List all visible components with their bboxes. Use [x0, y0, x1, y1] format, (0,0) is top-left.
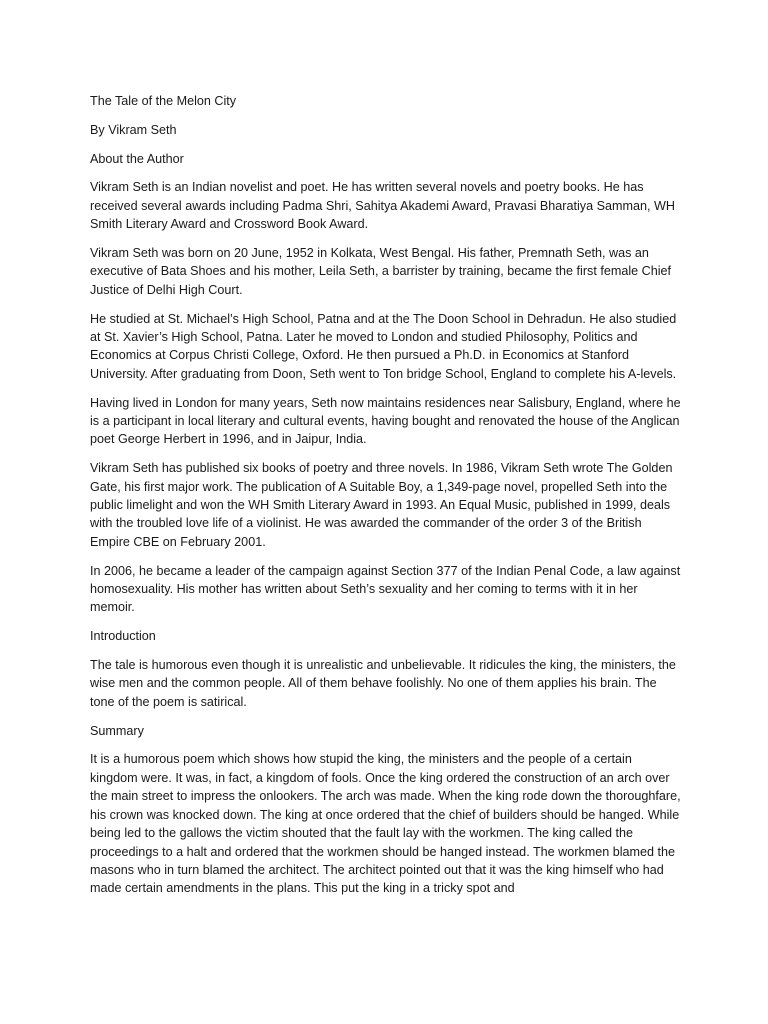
section-heading-about-author: About the Author [90, 151, 184, 166]
document-page [90, 92, 682, 908]
paragraph: He studied at St. Michael’s High School, Patna and at the The Doon School in Dehradun. He also studied at St. Xavier’s High School, Patna. Later he moved to London and studied Philosophy, Politics and Economics at Corpus Christi College, Oxford. He then pursued a Ph.D. in Economics at Stanford University. After graduating from Doon, Seth went to Ton bridge School, England to complete his A-levels. [90, 311, 677, 381]
paragraph: Vikram Seth was born on 20 June, 1952 in Kolkata, West Bengal. His father, Premnath Seth, was an executive of Bata Shoes and his mother, Leila Seth, a barrister by training, became the first female Chief Justice of Delhi High Court. [90, 246, 672, 297]
paragraph: Having lived in London for many years, Seth now maintains residences near Salisbury, England, where he is a participant in local literary and cultural events, having bought and renovated the house of the Anglican poet George Herbert in 1996, and in Jaipur, India. [90, 395, 681, 447]
paragraph: It is a humorous poem which shows how stupid the king, the ministers and the people of a certain kingdom were. It was, in fact, a kingdom of fools. Once the king ordered the construction of an arch over the main street to impress the onlookers. The arch was made. When the king rode down the thoroughfare, his crown was knocked down. The king at once ordered that the chief of builders should be hanged. While being led to the gallows the victim shouted that the fault lay with the workmen. The king called the proceedings to a halt and ordered that the workmen should be hanged instead. The workmen blamed the masons who in turn blamed the architect. The architect pointed out that it was the king himself who had made certain amendments in the plans. This put the king in a tricky spot and [90, 752, 681, 896]
document-title: The Tale of the Melon City [90, 94, 237, 108]
paragraph: In 2006, he became a leader of the campaign against Section 377 of the Indian Penal Code, a law against homosexuality. His mother has written about Seth’s sexuality and her coming to terms with it in her memoir. [90, 563, 681, 615]
section-heading-introduction: Introduction [90, 629, 156, 644]
paragraph: Vikram Seth is an Indian novelist and poet. He has written several novels and poetry books. He has received several awards including Padma Shri, Sahitya Akademi Award, Pravasi Bharatiya Samman, WH Smith Literary Award and Crossword Book Award. [90, 180, 675, 232]
section-heading-summary: Summary [90, 723, 144, 738]
paragraph: Vikram Seth has published six books of poetry and three novels. In 1986, Vikram Seth wrote The Golden Gate, his first major work. The publication of A Suitable Boy, a 1,349-page novel, propelled Seth into the public limelight and won the WH Smith Literary Award in 1993. An Equal Music, published in 1999, deals with the troubled love life of a violinist. He was awarded the commander of the order 3 of the British Empire CBE on February 2001. [90, 461, 673, 549]
paragraph: The tale is humorous even though it is unrealistic and unbelievable. It ridicules the king, the ministers, the wise men and the common people. All of them behave foolishly. No one of them applies his brain. The tone of the poem is satirical. [90, 658, 676, 709]
author-byline: By Vikram Seth [90, 122, 177, 137]
